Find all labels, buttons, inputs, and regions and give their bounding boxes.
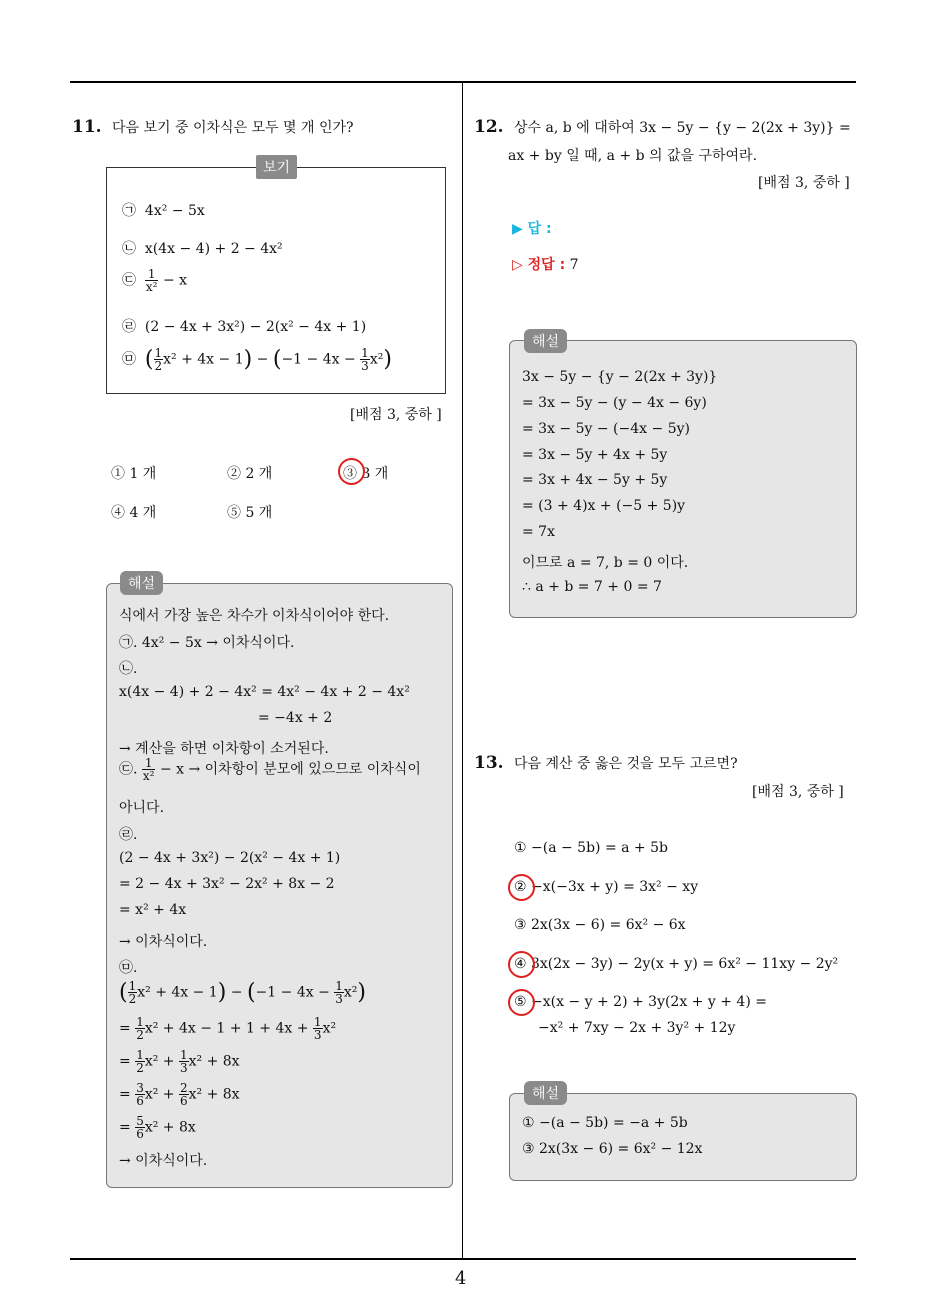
q11-sol-l6: → 계산을 하면 이차항이 소거된다. [119, 741, 329, 757]
q13-answer-mark-2 [508, 874, 535, 901]
q13-sol-line-1: ① −(a − 5b) = −a + 5b [522, 1115, 688, 1131]
q11-choice-3[interactable]: ③ 3 개 [343, 466, 389, 482]
q12-sol-line-3: = 3x − 5y − (−4x − 5y) [522, 421, 690, 437]
q12-sol-line-9: ∴ a + b = 7 + 0 = 7 [522, 579, 662, 595]
q11-sol-l5: = −4x + 2 [258, 710, 333, 726]
q11-sol-l10: (2 − 4x + 3x²) − 2(x² − 4x + 1) [119, 850, 341, 866]
q11-score: [배점 3, 중하 ] [350, 407, 442, 423]
q12-sol-line-5: = 3x + 4x − 5y + 5y [522, 472, 668, 488]
q12-score: [배점 3, 중하 ] [758, 175, 850, 191]
q13-answer-mark-5 [508, 989, 535, 1016]
q11-header [72, 117, 354, 137]
q11-text: 다음 보기 중 이차식은 모두 몇 개 인가? [112, 120, 354, 136]
q13-solution-tag: 해설 [524, 1081, 567, 1105]
q12-sol-line-8: 이므로 a = 7, b = 0 이다. [522, 555, 689, 571]
q11-item-1: ㉠ 4x² − 5x [122, 203, 205, 219]
q11-sol-l16: = $\frac{1}{2}$ x² + 4x − 1 + 1 + 4x + $\frac{1}{3}$ x² [119, 1015, 337, 1042]
q13-score: [배점 3, 중하 ] [752, 784, 844, 800]
q11-sol-l14: ㉤. [119, 960, 138, 976]
q11-sol-l11: = 2 − 4x + 3x² − 2x² + 8x − 2 [119, 876, 335, 892]
q13-choice-1[interactable]: ① −(a − 5b) = a + 5b [514, 840, 668, 856]
q11-answer-mark [338, 458, 365, 485]
q13-choice-3[interactable]: ③ 2x(3x − 6) = 6x² − 6x [514, 917, 686, 933]
q12-number: 12. [474, 117, 504, 137]
q11-sol-l3: ㉡. [119, 661, 138, 677]
q13-choice-4[interactable]: ④ 3x(2x − 3y) − 2y(x + y) = 6x² − 11xy − 2y² [514, 956, 839, 972]
q13-solution-box [509, 1093, 857, 1181]
q12-text-line2: ax + by 일 때, a + b 의 값을 구하여라. [508, 148, 758, 164]
q12-correct-answer: ▷ 정답 : 7 [512, 257, 579, 273]
q11-item-2: ㉡ x(4x − 4) + 2 − 4x² [122, 241, 283, 257]
q11-sol-l2: ㉠. 4x² − 5x → 이차식이다. [119, 635, 295, 651]
q11-sol-l9: ㉣. [119, 827, 138, 843]
q13-choice-5[interactable]: ⑤ −x(x − y + 2) + 3y(2x + y + 4) = [514, 994, 767, 1010]
q12-sol-line-6: = (3 + 4)x + (−5 + 5)y [522, 498, 686, 514]
q11-sol-l13: → 이차식이다. [119, 934, 208, 950]
q13-sol-line-2: ③ 2x(3x − 6) = 6x² − 12x [522, 1141, 703, 1157]
q12-header: 12. 상수 a, b 에 대하여 3x − 5y − {y − 2(2x + 3y)} = [474, 117, 851, 137]
page-number: 4 [455, 1268, 467, 1289]
q11-sol-l8: 아니다. [119, 800, 165, 816]
q13-answer-mark-4 [508, 951, 535, 978]
q12-sol-line-1: 3x − 5y − {y − 2(2x + 3y)} [522, 369, 718, 385]
q11-choice-2[interactable]: ② 2 개 [227, 466, 273, 482]
q13-number: 13. [474, 753, 504, 773]
q11-item-3: ㉢ $\frac{1}{\text{x²}}$ − x [122, 267, 188, 294]
q11-choice-1[interactable]: ① 1 개 [111, 466, 157, 482]
q11-item-4: ㉣ (2 − 4x + 3x²) − 2(x² − 4x + 1) [122, 319, 367, 335]
q11-sol-l7: ㉢. $\frac{1}{\text{x²}}$ − x → 이차항이 분모에 있으므로 이차식이 [119, 756, 421, 783]
q11-sol-l15: ( $\frac{1}{2}$ x² + 4x − 1) − (−1 − 4x − $\frac{1}{3}$ x²) [119, 979, 367, 1006]
q11-sol-l1: 식에서 가장 높은 차수가 이차식이어야 한다. [119, 608, 390, 624]
q13-choice-2[interactable]: ② −x(−3x + y) = 3x² − xy [514, 879, 699, 895]
q11-choice-4[interactable]: ④ 4 개 [111, 505, 157, 521]
q11-sol-l4: x(4x − 4) + 2 − 4x² = 4x² − 4x + 2 − 4x² [119, 684, 410, 700]
q12-solution-tag: 해설 [524, 329, 567, 353]
q13-header [474, 753, 738, 773]
q11-solution-tag: 해설 [120, 571, 163, 595]
column-divider [462, 82, 463, 1260]
q11-item-5: ㉤ ( $\frac{1}{2}$ x² + 4x − 1) − (−1 − 4x − $\frac{1}{3}$ x²) [122, 346, 392, 373]
bottom-rule [70, 1258, 856, 1260]
q13-choice-5-cont: −x² + 7xy − 2x + 3y² + 12y [538, 1020, 736, 1036]
q12-answer-label: ▶ 답 : [512, 221, 552, 237]
q11-sol-l20: → 이차식이다. [119, 1153, 208, 1169]
q11-sol-l17: = $\frac{1}{2}$ x² + $\frac{1}{3}$ x² + 8x [119, 1048, 240, 1075]
q13-text: 다음 계산 중 옳은 것을 모두 고르면? [514, 756, 738, 772]
q11-sol-l19: = $\frac{5}{6}$ x² + 8x [119, 1114, 196, 1141]
q11-sol-l18: = $\frac{3}{6}$ x² + $\frac{2}{6}$ x² + 8x [119, 1081, 240, 1108]
q11-sol-l12: = x² + 4x [119, 902, 187, 918]
q11-choice-5[interactable]: ⑤ 5 개 [227, 505, 273, 521]
q12-sol-line-2: = 3x − 5y − (y − 4x − 6y) [522, 395, 707, 411]
q12-sol-line-4: = 3x − 5y + 4x + 5y [522, 447, 668, 463]
q11-number: 11. [72, 117, 102, 137]
q12-sol-line-7: = 7x [522, 524, 555, 540]
q11-bogi-label: 보기 [256, 155, 297, 179]
